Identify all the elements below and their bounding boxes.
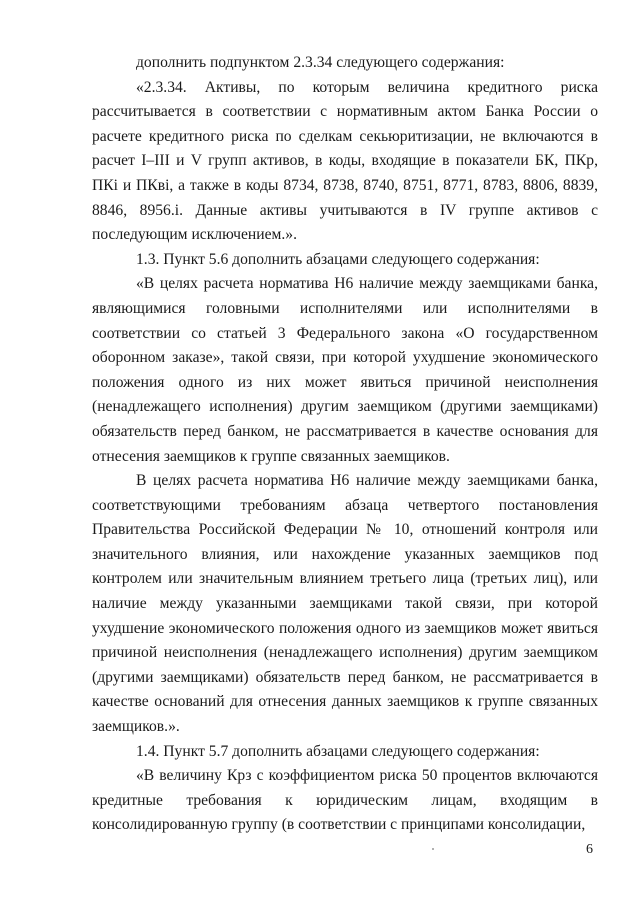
document-body	[92, 51, 598, 838]
paragraph-item-1-3: 1.3. Пункт 5.6 дополнить абзацами следующего содержания:	[136, 250, 540, 268]
paragraph-n6-second: В целях расчета норматива Н6 наличие между заемщиками банка, соответствующими требованиям абзаца четвертого постановления Правительства Российской Федерации № 10, отношений контроля или значительного влияния, или нахождение указанных заемщиков под контролем или значительным влиянием третьего лица (третьих лиц), или наличие между указанными заемщиками такой связи, при которой ухудшение экономического положения одного из заемщиков может явиться причиной неисполнения (ненадлежащего исполнения) другим заемщиком (другими заемщиками) обязательств перед банком, не рассматривается в качестве оснований для отнесения данных заемщиков к группе связанных заемщиков.».	[92, 472, 598, 736]
paragraph-krz: «В величину Крз с коэффициентом риска 50 процентов включаются кредитные требования к юридическим лицам, входящим в консолидированную группу (в соответствии с принципами консолидации,	[92, 767, 598, 834]
page-number: 6	[586, 842, 593, 857]
paragraph-subclause-2-3-34: «2.3.34. Активы, по которым величина кредитного риска рассчитывается в соответствии с нормативным актом Банка России о расчете кредитного риска по сделкам секьюритизации, не включаются в расчет I–III и V групп активов, в коды, входящие в показатели БК, ПКр, ПКі и ПКві, а также в коды 8734, 8738, 8740, 8751, 8771, 8783, 8806, 8839, 8846, 8956.і. Данные активы учитываются в IV группе активов с последующим исключением.».	[92, 78, 598, 244]
paragraph-n6-first: «В целях расчета норматива Н6 наличие между заемщиками банка, являющимися головными исполнителями или исполнителями в соответствии со статьей 3 Федерального закона «О государственном оборонном заказе», такой связи, при которой ухудшение экономического положения одного из них может явиться причиной неисполнения (ненадлежащего исполнения) другим заемщиком (другими заемщиками) обязательств перед банком, не рассматривается в качестве основания для отнесения заемщиков к группе связанных заемщиков.	[92, 275, 598, 465]
paragraph-item-1-4: 1.4. Пункт 5.7 дополнить абзацами следующего содержания:	[136, 742, 540, 760]
scan-speck	[432, 848, 434, 850]
paragraph-intro: дополнить подпунктом 2.3.34 следующего содержания:	[136, 54, 505, 71]
